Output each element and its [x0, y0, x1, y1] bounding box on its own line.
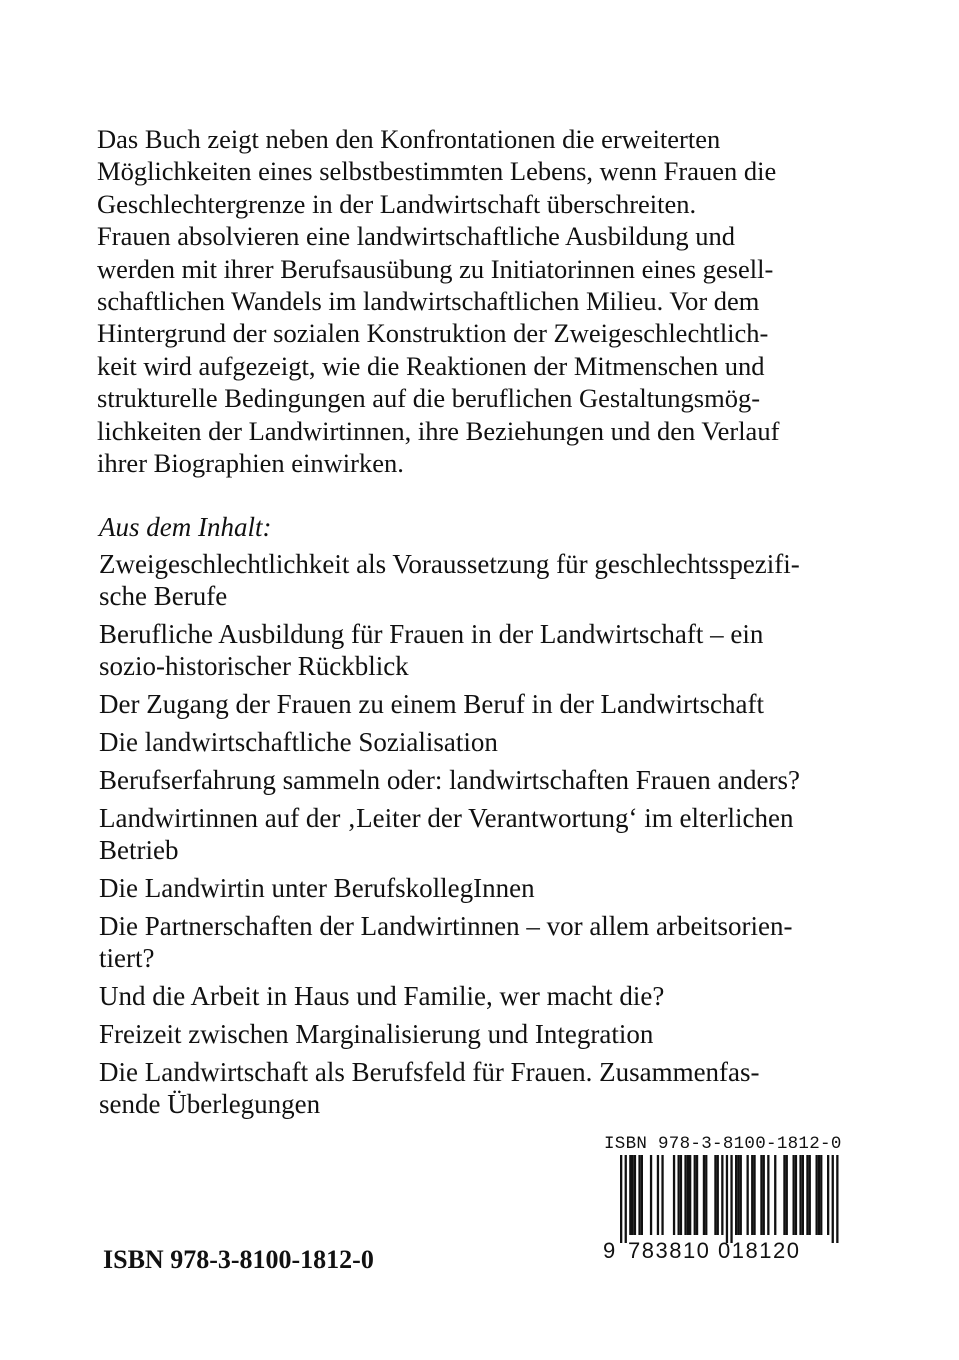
- barcode-bar: [696, 1155, 698, 1235]
- barcode-bar: [816, 1155, 818, 1235]
- barcode-bar: [793, 1155, 795, 1235]
- contents-item: [99, 688, 879, 720]
- contents-item-line: tiert?: [99, 943, 155, 973]
- barcode-bar: [629, 1155, 631, 1235]
- contents-item: [99, 802, 879, 866]
- barcode-bar: [795, 1155, 797, 1235]
- blurb-line: Geschlechtergrenze in der Landwirtschaft überschreiten.: [97, 188, 697, 219]
- barcode-bar: [832, 1155, 834, 1243]
- barcode-bar: [625, 1155, 627, 1243]
- blurb-line: ihrer Biographien einwirken.: [97, 448, 404, 479]
- contents-item-line: sozio-historischer Rückblick: [99, 651, 409, 681]
- barcode-bar: [786, 1155, 788, 1235]
- contents-item-line: Betrieb: [99, 835, 179, 865]
- barcode-bar: [650, 1155, 652, 1235]
- blurb-line: strukturelle Bedingungen auf die beruflichen Gestaltungsmög-: [97, 383, 761, 414]
- contents-item: [99, 618, 879, 682]
- barcode-bar: [740, 1155, 742, 1235]
- contents-item-line: Zweigeschlechtlichkeit als Voraussetzung für geschlechtsspezifi-: [99, 549, 800, 579]
- contents-item-line: Die Partnerschaften der Landwirtinnen – vor allem arbeitsorien-: [99, 911, 793, 941]
- contents-item-line: Freizeit zwischen Marginalisierung und Integration: [99, 1019, 654, 1049]
- barcode-bar: [767, 1155, 769, 1235]
- contents-item-line: Die Landwirtschaft als Berufsfeld für Frauen. Zusammenfas-: [99, 1057, 760, 1087]
- barcode-bar: [726, 1155, 728, 1243]
- contents-item: [99, 726, 879, 758]
- blurb-line: lichkeiten der Landwirtinnen, ihre Beziehungen und den Verlauf: [97, 415, 780, 446]
- contents-list: [99, 548, 879, 1126]
- barcode-bar: [717, 1155, 719, 1235]
- barcode-bars: [598, 1155, 848, 1245]
- blurb-line: schaftlichen Wandels im landwirtschaftlichen Milieu. Vor dem: [97, 286, 760, 317]
- barcode-bar: [714, 1155, 716, 1235]
- barcode-bar: [678, 1155, 680, 1235]
- contents-item-line: Landwirtinnen auf der ‚Leiter der Verantwortung‘ im elterlichen: [99, 803, 794, 833]
- barcode-bar: [818, 1155, 820, 1235]
- contents-item-line: Der Zugang der Frauen zu einem Beruf in der Landwirtschaft: [99, 689, 764, 719]
- barcode-bar: [763, 1155, 765, 1235]
- contents-item: [99, 764, 879, 796]
- barcode-bar: [747, 1155, 749, 1235]
- blurb-line: Frauen absolvieren eine landwirtschaftliche Ausbildung und: [97, 221, 736, 252]
- barcode-bar: [774, 1155, 776, 1235]
- barcode-bar: [802, 1155, 804, 1235]
- barcode-bar: [684, 1155, 686, 1235]
- barcode-bar: [634, 1155, 636, 1235]
- contents-item-line: sche Berufe: [99, 581, 228, 611]
- barcode-bar: [661, 1155, 663, 1235]
- barcode-bar: [799, 1155, 801, 1235]
- barcode-bar: [689, 1155, 691, 1235]
- barcode-bar: [753, 1155, 755, 1235]
- contents-item-line: Berufserfahrung sammeln oder: landwirtschaften Frauen anders?: [99, 765, 800, 795]
- contents-item-line: Berufliche Ausbildung für Frauen in der Landwirtschaft – ein: [99, 619, 764, 649]
- contents-item-line: Und die Arbeit in Haus und Familie, wer macht die?: [99, 981, 665, 1011]
- contents-item: [99, 872, 879, 904]
- blurb-line: Hintergrund der sozialen Konstruktion der Zweigeschlechtlich-: [97, 318, 769, 349]
- barcode-bar: [673, 1155, 675, 1235]
- barcode-bar: [705, 1155, 707, 1235]
- barcode-isbn-label: ISBN 978-3-8100-1812-0: [604, 1134, 842, 1154]
- barcode-bar: [737, 1155, 739, 1235]
- barcode-bar: [827, 1155, 829, 1235]
- isbn-barcode: [598, 1134, 848, 1270]
- contents-heading: Aus dem Inhalt:: [99, 512, 272, 542]
- barcode-bar: [730, 1155, 732, 1243]
- barcode-bar: [721, 1155, 723, 1235]
- blurb-line: Das Buch zeigt neben den Konfrontationen die erweiterten: [97, 124, 721, 154]
- barcode-bar: [735, 1155, 737, 1235]
- contents-item: [99, 910, 879, 974]
- contents-item: [99, 548, 879, 612]
- barcode-bar: [783, 1155, 785, 1235]
- barcode-bar: [680, 1155, 682, 1235]
- barcode-bar: [751, 1155, 753, 1235]
- barcode-bar: [641, 1155, 643, 1235]
- barcode-bar: [760, 1155, 762, 1235]
- barcode-bar: [703, 1155, 705, 1235]
- barcode-bar: [806, 1155, 808, 1235]
- barcode-bar: [687, 1155, 689, 1235]
- isbn-text: ISBN 978-3-8100-1812-0: [103, 1245, 374, 1274]
- barcode-lead-digit: 9: [603, 1238, 616, 1263]
- barcode-bar: [620, 1155, 622, 1243]
- contents-item: [99, 1056, 879, 1120]
- blurb-line: werden mit ihrer Berufsausübung zu Initiatorinnen eines gesell-: [97, 253, 774, 284]
- contents-item-line: sende Überlegungen: [99, 1089, 321, 1119]
- contents-item-line: Die Landwirtin unter BerufskollegInnen: [99, 873, 535, 903]
- contents-item: [99, 1018, 879, 1050]
- barcode-bar: [638, 1155, 640, 1235]
- barcode-bar: [657, 1155, 659, 1235]
- barcode-digits: 783810 018120: [628, 1238, 801, 1263]
- blurb-line: Möglichkeiten eines selbstbestimmten Lebens, wenn Frauen die: [97, 156, 777, 187]
- barcode-bar: [632, 1155, 634, 1235]
- barcode-bar: [820, 1155, 822, 1235]
- blurb-paragraph: [97, 123, 857, 479]
- blurb-line: keit wird aufgezeigt, wie die Reaktionen der Mitmenschen und: [97, 350, 765, 381]
- barcode-bar: [694, 1155, 696, 1235]
- barcode-bar: [809, 1155, 811, 1235]
- contents-item-line: Die landwirtschaftliche Sozialisation: [99, 727, 498, 757]
- contents-item: [99, 980, 879, 1012]
- barcode-bar: [836, 1155, 838, 1243]
